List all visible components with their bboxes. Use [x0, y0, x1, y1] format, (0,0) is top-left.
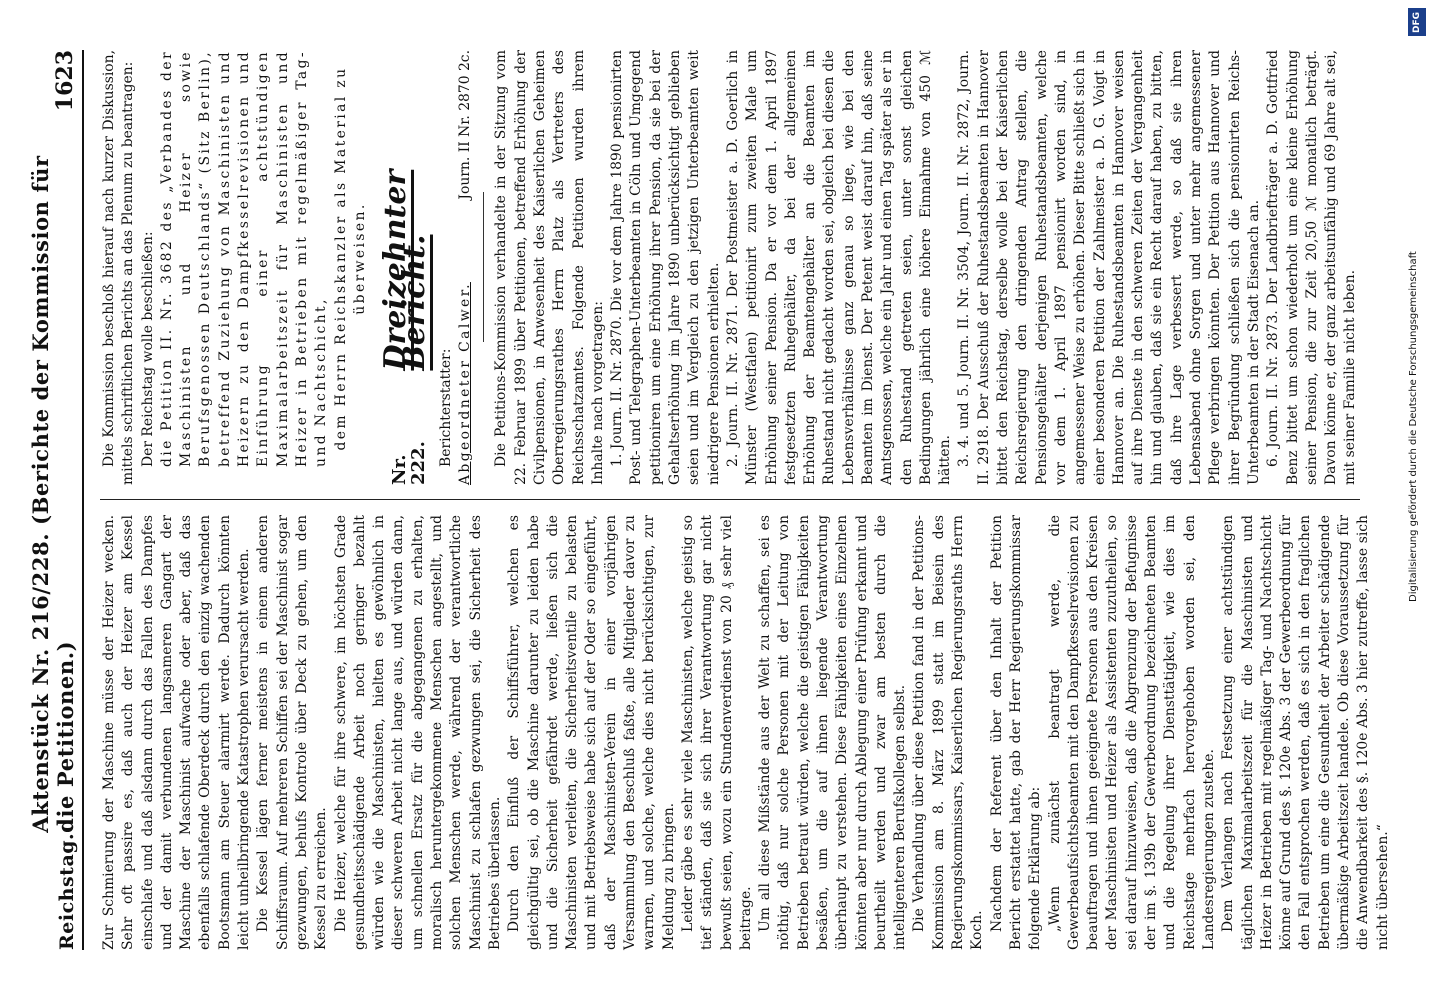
paragraph: Um all diese Mißstände aus der Welt zu schaffen, sei es nöthig, daß nur solche Personen mit der Leitung von Betrieben betraut würden, welche die geistigen Fähigkeiten besäßen, um die auf ihnen liegende Verantwortung überhaupt zu verstehen. Diese Fähigkeiten eines Einzelnen könnten aber nur durch Ablegung einer Prüfung erkannt und beurtheilt werden und zwar am besten durch die intelligenteren Berufskollegen selbst.	[757, 515, 909, 950]
reporter-row	[456, 50, 475, 485]
paragraph: Leider gäbe es sehr viele Maschinisten, welche geistig so tief ständen, daß sie sich ihrer Verantwortung gar nicht bewußt seien, wozu ein Stundenverdienst von 20 ₰ sehr viel beitrage.	[679, 515, 754, 950]
paragraph: 6. Journ. II. Nr. 2873. Der Landbriefträger a. D. Gottfried Benz bittet um schon wiederholt um eine kleine Erhöhung seiner Pension, die zur Zeit 20,50 ℳ monatlich beträgt. Davon könne er, der ganz arbeitsunfähig und 69 Jahre alt sei, mit seiner Familie nicht leben.	[1265, 50, 1359, 485]
resolution-text: die Petition II. Nr. 3682 des „Verbandes der Maschinisten und Heizer sowie Berufsgenossen Deutschlands“ (Sitz Berlin), betreffend Zuziehung von Maschinisten und Heizern zu den Dampfkesselrevisionen und Einführung einer achtstündigen Maximalarbeitszeit für Maschinisten und Heizer in Betrieben mit regelmäßiger Tag- und Nachtschicht,	[158, 50, 330, 467]
paragraph: Dem Verlangen nach Festsetzung einer achtstündigen täglichen Maximalarbeitszeit für die Maschinisten und Heizer in Betrieben mit regelmäßiger Tag- und Nachtschicht könne auf Grund des §. 120e Abs. 3 der Gewerbeordnung für den Fall entsprochen werden, daß es sich in den fraglichen Betrieben um eine die Gesundheit der Arbeiter schädigende übermäßige Arbeitszeit handele. Ob diese Voraussetzung für die Anwendbarkeit des §. 120e Abs. 3 hier zutreffe, lasse sich nicht übersehen.“	[1220, 515, 1391, 950]
report-title: Dreizehnter Bericht.	[378, 169, 433, 371]
paragraph: Die Kessel lägen ferner meistens in einem anderen Schiffsraum. Auf mehreren Schiffen sei der Maschinist sogar gezwungen, behufs Kontrole über Deck zu gehen, um den Kessel zu erreichen.	[255, 515, 330, 950]
paragraph: 1. Journ. II. Nr. 2870. Die vor dem Jahre 1890 pensionirten Post- und Telegraphen-Unterbeamten in Cöln und Umgegend petitioniren um eine Erhöhung ihrer Pension, da sie bei der Gehaltserhöhung im Jahre 1890 unberücksichtigt geblieben seien und im Vergleich zu den jetzigen Unterbeamten weit niedrigere Pensionen erhielten.	[609, 50, 722, 485]
header-title: Aktenstück Nr. 216/228. (Berichte der Kommission für die Petitionen.)	[28, 155, 78, 833]
page-number: 1623	[52, 50, 78, 112]
column-divider	[100, 499, 1360, 500]
paragraph: Zur Schmierung der Maschine müsse der Heizer wecken. Sehr oft passire es, daß auch der Heizer am Kessel einschlafe und daß alsdann durch das Fallen des Dampfes und der damit verbundenen langsameren Gangart der Maschine der Maschinist aufwache oder aber, daß das ebenfalls schlafende Oberdeck durch den einzig wachenden Bootsmann am Steuer alarmirt werde. Dadurch könnten leicht unheilbringende Katastrophen verursacht werden.	[101, 515, 253, 950]
resolution-conclusion: dem Herrn Reichskanzler als Material zu überweisen.	[332, 66, 368, 451]
funding-note: Digitalisierung gefördert durch die Deutsche Forschungsgemeinschaft	[1408, 251, 1419, 602]
reporter-label: Berichterstatter:	[437, 348, 454, 467]
paragraph: 3. 4. und 5. Journ. II. Nr. 3504, Journ. II. Nr. 2872, Journ. II. 2918. Der Ausschuß der Ruhestandsbeamten in Hannover bittet den Reichstag, derselbe wolle bei der Kaiserlichen Reichsregierung den dringenden Antrag stellen, die Pensionsgehälter derjenigen Ruhestandsbeamten, welche vor dem 1. April 1897 pensionirt worden sind, in angemessener Weise zu erhöhen. Dieser Bitte schließt sich in einer besonderen Petition der Zahlmeister a. D. G. Voigt in Hannover an. Die Ruhestandsbeamten in Hannover weisen auf ihre Dienste in den schweren Zeiten der Vergangenheit hin und glauben, daß sie ein Recht darauf haben, zu bitten, daß ihre Lage verbessert werde, so daß sie ihren Lebensabend ohne Sorgen und unter mehr angemessener Pflege verbringen könnten. Der Petition aus Hannover und ihrer Begründung schließen sich die pensionirten Reichs-Unterbeamten in der Stadt Eisenach an.	[956, 50, 1262, 485]
dfg-logo: DFG	[1408, 8, 1426, 36]
paragraph: Die Petitions-Kommission verhandelte in der Sitzung vom 22. Februar 1899 über Petitionen, betreffend Erhöhung der Civilpensionen, in Anwesenheit des Kaiserlichen Geheimen Oberregierungsrathes Herrn Platz als Vertreters des Reichsschatzamtes. Folgende Petitionen wurden ihrem Inhalte nach vorgetragen:	[493, 50, 606, 485]
column-left	[100, 515, 1391, 950]
text-columns	[100, 50, 1391, 950]
paragraph: 2. Journ. II. Nr. 2871. Der Postmeister a. D. Goerlich in Münster (Westfalen) petitionirt zum zweiten Male um Erhöhung seiner Pension. Da er vor dem 1. April 1897 festgesetzten Ruhegehälter, da bei der allgemeinen Erhöhung der Beamtengehälter an die Beamten im Ruhestand nicht gedacht worden sei, obgleich bei diesen die Lebensverhältnisse ganz genau so liege, wie bei den Beamten im Dienst. Der Petent weist darauf hin, daß seine Amtsgenossen, welche ein Jahr und einen Tag später als er in den Ruhestand getreten seien, unter sonst gleichen Bedingungen jährlich eine höhere Einnahme von 450 ℳ hätten.	[724, 50, 954, 485]
section-rule	[483, 193, 484, 343]
resolution-intro: Der Reichstag wolle beschließen:	[139, 231, 156, 467]
journal-reference: Journ. II Nr. 2870 2c.	[457, 50, 474, 200]
header-left: Reichstag.	[56, 832, 78, 950]
report-number: Nr. 222.	[389, 441, 430, 485]
paragraph: Nachdem der Referent über den Inhalt der Petition Bericht erstattet hatte, gab der Herr Regierungskommissar folgende Erklärung ab:	[988, 515, 1044, 950]
digitization-stamp	[1408, 8, 1428, 998]
column-right	[100, 50, 1370, 485]
paragraph: Die Kommission beschloß hierauf nach kurzer Diskussion, mittels schriftlichen Berichts an das Plenum zu beantragen:	[101, 50, 137, 485]
paragraph: „Wenn zunächst beantragt werde, die Gewerbeaufsichtsbeamten mit den Dampfkesselrevisionen zu beauftragen und ihnen geeignete Personen aus den Kreisen der Maschinisten und Heizer als Assistenten zuzutheilen, so sei darauf hinzuweisen, daß die Abgrenzung der Befugnisse der im §. 139b der Gewerbeordnung bezeichneten Beamten und die Regelung ihrer Diensttätigkeit, wie dies im Reichstage mehrfach hervorgehoben worden sei, den Landesregierungen zustehe.	[1046, 515, 1217, 950]
paragraph: Durch den Einfluß der Schiffsführer, welchen es gleichgültig sei, ob die Maschine darunter zu leiden habe und die Sicherheit gefährdet werde, ließen sich die Maschinisten verleiten, die Sicherheitsventile zu belasten und mit Betriebsweise habe sich auf der Oder so eingeführt, daß der Maschinisten-Verein in einer vorjährigen Versammlung den Beschluß faßte, alle Mitglieder davor zu warnen, und solche, welche dies nicht berücksichtigen, zur Meldung zu bringen.	[506, 515, 677, 950]
paragraph: Die Heizer, welche für ihre schwere, im höchsten Grade gesundheitsschädigende Arbeit noch geringer bezahlt würden wie die Maschinisten, hielten es gewöhnlich in dieser schweren Arbeit nicht lange aus, und würden dann, um schnellen Ersatz für die abgegangenen zu erhalten, moralisch heruntergekommene Menschen angestellt, und solchen Menschen werde, während der verantwortliche Maschinist zu schlafen gezwungen sei, die Sicherheit des Betriebes überlassen.	[332, 515, 503, 950]
reporter-name: Abgeordneter Calwer.	[457, 282, 474, 485]
page-header	[28, 50, 84, 950]
paragraph: Die Verhandlung über diese Petition fand in der Petitions-Kommission am 8. März 1899 statt im Beisein des Regierungskommissars, Kaiserlichen Regierungsraths Herrn Koch.	[911, 515, 986, 950]
report-heading	[378, 50, 433, 485]
